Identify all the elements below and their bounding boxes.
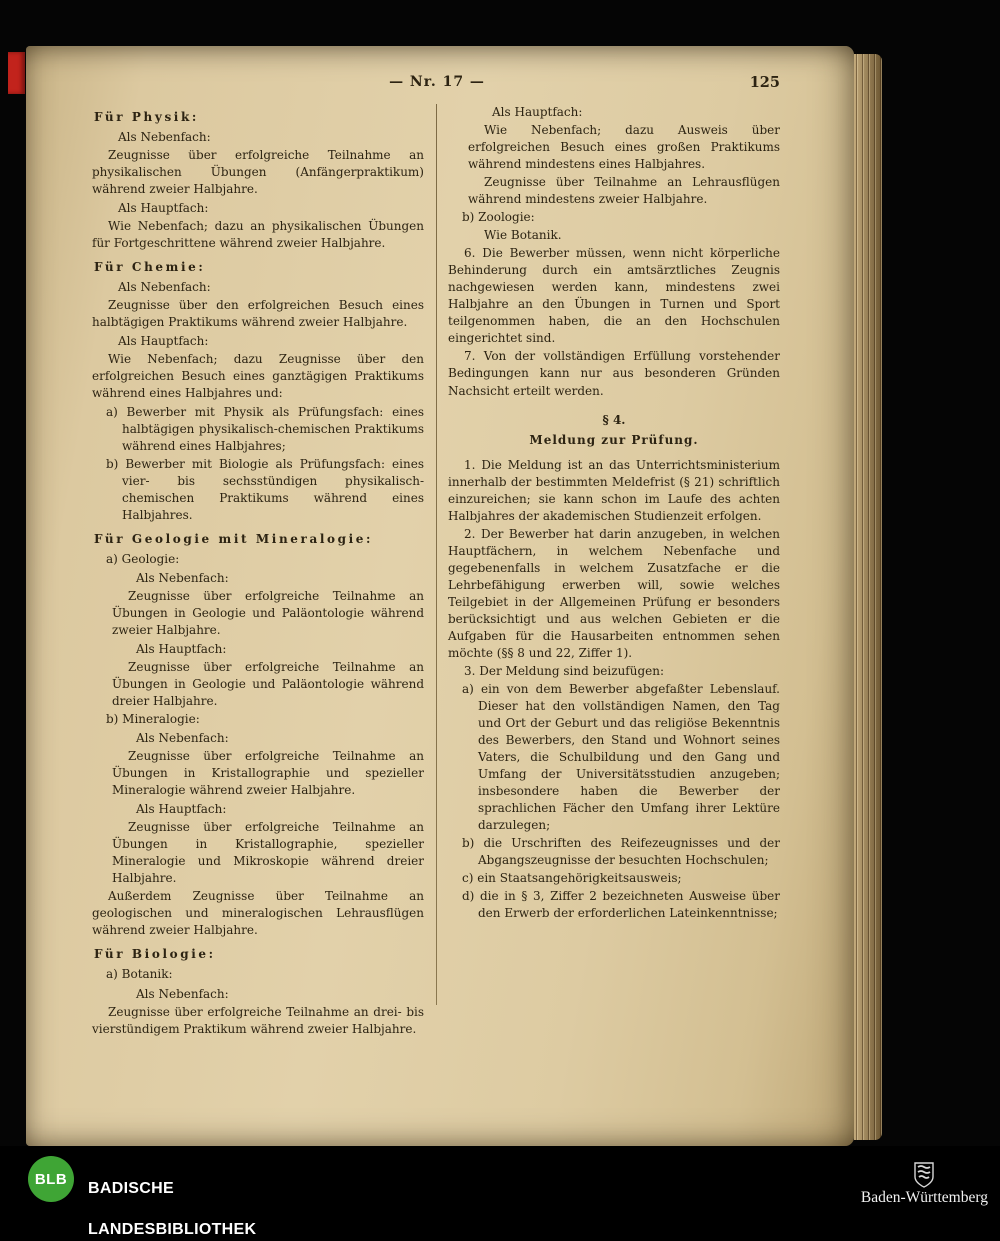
library-name [88,1158,256,1241]
text-block-item: a) ein von dem Bewerber abgefaßter Lebenslauf. Dieser hat den vollständigen Namen, den Tag und Ort der Geburt und das religiöse Bekenntnis des Bewerbers, den Stand und Wohnort seines Vaters, die Schulbildung und den Gang und Umfang der Universitätsstudien anzugeben; insbesondere haben die Bewerber der sprachlichen Fächer den Umfang ihrer Lektüre darzulegen; [462,682,780,833]
text-block-heading: Für Physik: [94,110,199,124]
issue-label: — Nr. 17 — [389,74,485,90]
page-header [92,74,782,96]
page-number: 125 [749,74,780,91]
text-block-label: Als Hauptfach: [118,334,209,349]
text-block-para2: Zeugnisse über erfolgreiche Teilnahme an Übungen in Geologie und Paläontologie während dreier Halbjahre. [112,659,424,708]
text-block-para: 2. Der Bewerber hat darin anzugeben, in welchen Hauptfächern, in welchem Nebenfache und gegebenenfalls in welchem Zusatzfache er die Lehrbefähigung erwerben will, sowie welches Teilgebiet in der Allgemeinen Prüfung er besonders berücksichtigt und aus welchen Gebieten er die Aufgaben für die Hausarbeiten entnommen sehen möchte (§§ 8 und 22, Ziffer 1). [448,526,780,660]
scanned-page [26,46,854,1146]
library-name-line1: BADISCHE [88,1179,174,1197]
text-block-heading: Für Chemie: [94,260,206,275]
text-block-para2: Wie Botanik. [484,228,562,243]
library-name-line2: LANDESBIBLIOTHEK [88,1221,257,1239]
text-block-item: a) Botanik: [106,967,173,982]
book-cover-edge [8,52,25,94]
blb-logo: BLB [28,1156,74,1202]
coat-of-arms-icon [913,1162,935,1188]
text-block-item: a) Bewerber mit Physik als Prüfungsfach: eines halbtägigen physikalisch-chemischen Praktikums während eines Halbjahres; [106,404,424,453]
text-columns [92,102,782,1039]
text-block-item: c) ein Staatsangehörigkeitsausweis; [462,871,682,886]
text-block-para: Außerdem Zeugnisse über Teilnahme an geologischen und mineralogischen Lehrausflügen während zweier Halbjahre. [92,889,424,938]
column-divider [436,104,437,1005]
text-block-para: 6. Die Bewerber müssen, wenn nicht körperliche Behinderung durch ein amtsärztliches Zeugnis nachgewiesen werden kann, mindestens zwei Halbjahre an den Übungen in Turnen und Sport teilgenommen haben, die an den Hochschulen eingerichtet sind. [448,246,780,346]
text-block-para: Wie Nebenfach; dazu an physikalischen Übungen für Fortgeschrittene während zweier Halbjahre. [92,219,424,251]
text-block-para2: Zeugnisse über erfolgreiche Teilnahme an Übungen in Kristallographie und spezieller Mineralogie während zweier Halbjahre. [112,749,424,798]
page-edge-stack [854,54,882,1140]
text-block-para2: Wie Nebenfach; dazu Ausweis über erfolgreichen Besuch eines großen Praktikums während mindestens eines Halbjahres. [468,123,780,172]
text-block-label2: Als Hauptfach: [136,641,227,656]
text-block-label2: Als Hauptfach: [492,105,583,119]
text-block-para2: Zeugnisse über Teilnahme an Lehrausflügen während mindestens zweier Halbjahre. [468,175,780,207]
text-block-item: b) Mineralogie: [106,712,200,727]
text-block-label2: Als Nebenfach: [136,731,229,746]
region-label: Baden-Württemberg [860,1189,988,1206]
text-block-label2: Als Nebenfach: [136,570,229,585]
footer-bar [0,1146,1000,1239]
text-block-item: d) die in § 3, Ziffer 2 bezeichneten Ausweise über den Erwerb der erforderlichen Lateinkenntnisse; [462,889,780,921]
text-block-para: Zeugnisse über den erfolgreichen Besuch eines halbtägigen Praktikums während zweier Halbjahre. [92,298,424,330]
footer-right [861,1162,988,1207]
text-block-label2: Als Nebenfach: [136,986,229,1001]
text-block-para2: Zeugnisse über erfolgreiche Teilnahme an Übungen in Geologie und Paläontologie während zweier Halbjahre. [112,588,424,637]
text-block-label: Als Nebenfach: [118,280,211,295]
text-block-label: Als Hauptfach: [118,201,209,216]
text-block-center: § 4. [602,412,626,427]
text-block-item: b) die Urschriften des Reifezeugnisses und der Abgangszeugnisse der besuchten Hochschulen; [462,836,780,868]
text-block-para: Zeugnisse über erfolgreiche Teilnahme an physikalischen Übungen (Anfängerpraktikum) während zweier Halbjahre. [92,148,424,197]
text-block-item: b) Bewerber mit Biologie als Prüfungsfach: eines vier- bis sechsstündigen physikalisch-chemischen Praktikums während eines Halbjahres. [106,456,424,522]
text-block-para: 1. Die Meldung ist an das Unterrichtsministerium innerhalb der bestimmten Meldefrist (§ 21) schriftlich einzureichen; sie kann schon im Laufe des achten Halbjahres der akademischen Studienzeit erfolgen. [448,457,780,523]
right-column [448,102,780,1039]
text-block-label2: Als Hauptfach: [136,802,227,817]
text-block-centerbold: Meldung zur Prüfung. [529,432,699,447]
text-block-label: Als Nebenfach: [118,130,211,145]
text-block-para: 3. Der Meldung sind beizufügen: [464,663,665,678]
left-column [92,102,424,1039]
text-block-para2: Zeugnisse über erfolgreiche Teilnahme an Übungen in Kristallographie, spezieller Mineralogie und Mikroskopie während dreier Halbjahre. [112,820,424,886]
text-block-para: Wie Nebenfach; dazu Zeugnisse über den erfolgreichen Besuch eines ganztägigen Praktikums während eines Halbjahres und: [92,352,424,401]
text-block-item: a) Geologie: [106,551,180,566]
text-block-heading: Für Biologie: [94,947,216,962]
page-content [92,74,782,1039]
text-block-para: Zeugnisse über erfolgreiche Teilnahme an drei- bis vierstündigem Praktikum während zweier Halbjahre. [92,1004,424,1036]
text-block-para: 7. Von der vollständigen Erfüllung vorstehender Bedingungen kann nur aus besonderen Gründen Nachsicht erteilt werden. [448,349,780,398]
text-block-heading: Für Geologie mit Mineralogie: [94,531,373,546]
text-block-item: b) Zoologie: [462,210,535,225]
